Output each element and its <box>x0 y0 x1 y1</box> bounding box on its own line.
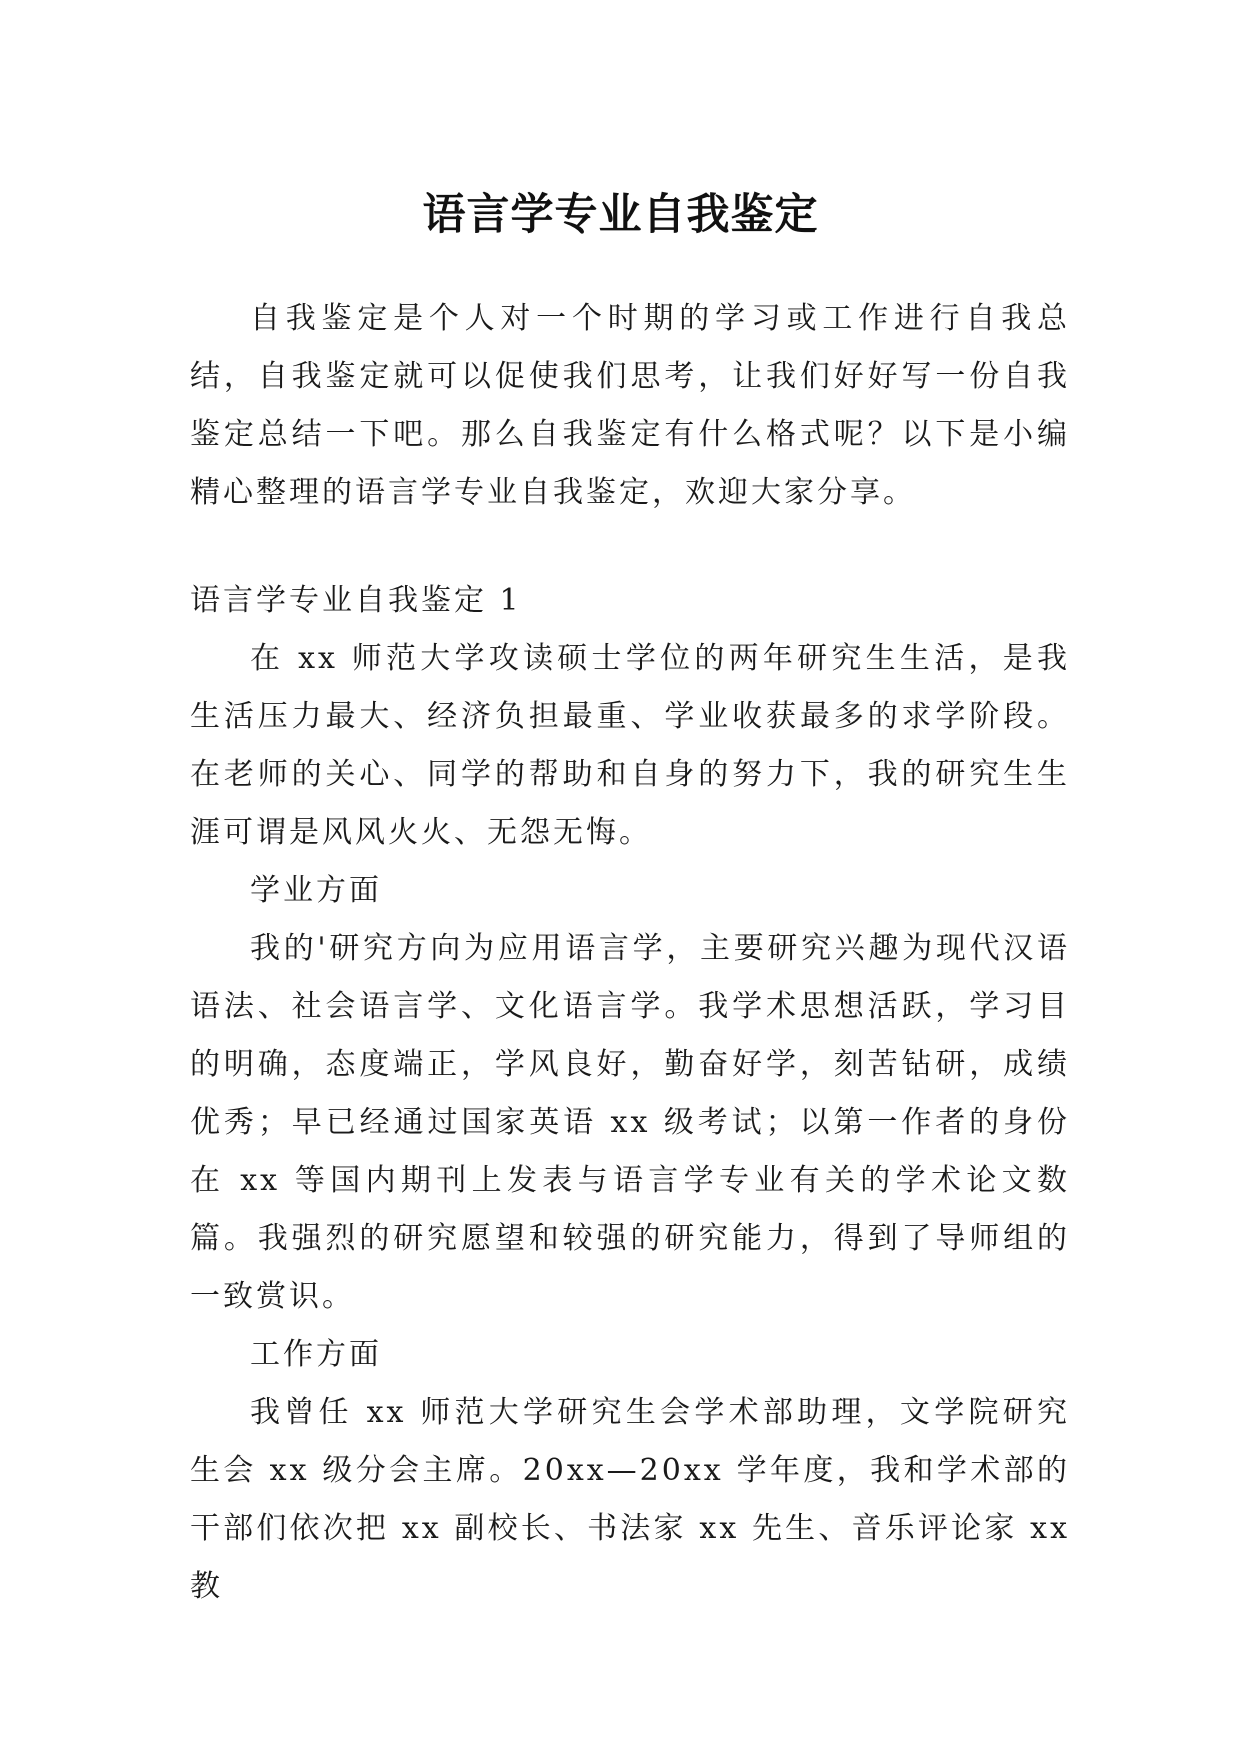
section-paragraph-1: 在 xx 师范大学攻读硕士学位的两年研究生生活，是我生活压力最大、经济负担最重、学业收获最多的求学阶段。在老师的关心、同学的帮助和自身的努力下，我的研究生生涯可谓是风风火火、无怨无悔。 <box>190 641 1070 850</box>
intro-spacer <box>190 522 1070 572</box>
subheading-study: 学业方面 <box>250 873 382 908</box>
intro-paragraph: 自我鉴定是个人对一个时期的学习或工作进行自我总结，自我鉴定就可以促使我们思考，让我们好好写一份自我鉴定总结一下吧。那么自我鉴定有什么格式呢？以下是小编精心整理的语言学专业自我鉴定，欢迎大家分享。 <box>190 301 1070 510</box>
section-paragraph-3: 我曾任 xx 师范大学研究生会学术部助理，文学院研究生会 xx 级分会主席。20xx—20xx 学年度，我和学术部的干部们依次把 xx 副校长、书法家 xx 先生、音乐评论家 xx 教 <box>190 1395 1070 1604</box>
document-body <box>190 290 1070 1616</box>
subheading-work: 工作方面 <box>250 1337 382 1372</box>
document-title: 语言学专业自我鉴定 <box>422 189 819 240</box>
section-paragraph-2: 我的'研究方向为应用语言学，主要研究兴趣为现代汉语语法、社会语言学、文化语言学。我学术思想活跃，学习目的明确，态度端正，学风良好，勤奋好学，刻苦钻研，成绩优秀；早已经通过国家英语 xx 级考试；以第一作者的身份在 xx 等国内期刊上发表与语言学专业有关的学术论文数篇。我强烈的研究愿望和较强的研究能力，得到了导师组的一致赏识。 <box>190 931 1070 1314</box>
section-heading: 语言学专业自我鉴定 1 <box>190 583 522 618</box>
